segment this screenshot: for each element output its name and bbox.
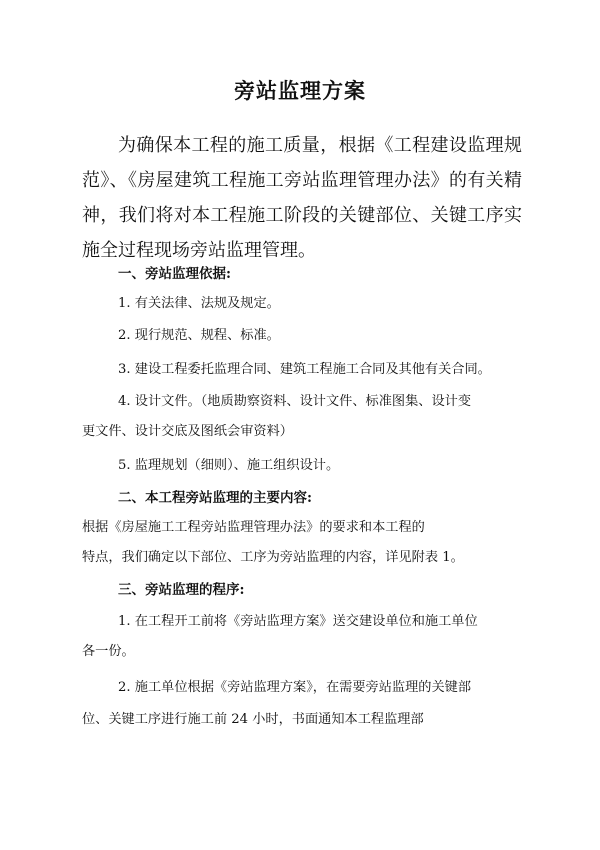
section1-heading: 一、旁站监理依据: (118, 266, 231, 282)
section3-item-1-cont: 各一份。 (82, 644, 135, 659)
section1-item-3: 3. 建设工程委托监理合同、建筑工程施工合同及其他有关合同。 (118, 362, 491, 377)
section3-item-2-cont: 位、关键工序进行施工前 24 小时，书面通知本工程监理部 (82, 712, 424, 727)
section2-heading: 二、本工程旁站监理的主要内容: (118, 490, 312, 506)
section1-item-4: 4. 设计文件。（地质勘察资料、设计文件、标准图集、设计变 (118, 394, 472, 409)
section1-item-1: 1. 有关法律、法规及规定。 (118, 296, 280, 311)
section1-item-5: 5. 监理规划（细则）、施工组织设计。 (118, 458, 340, 473)
page-title: 旁站监理方案 (234, 78, 366, 103)
section1-item-4-cont: 更文件、设计交底及图纸会审资料） (82, 424, 293, 439)
section2-line-1: 根据《房屋施工工程旁站监理管理办法》的要求和本工程的 (82, 520, 425, 535)
intro-paragraph: 为确保本工程的施工质量，根据《工程建设监理规范》、《房屋建筑工程施工旁站监理管理办法》的有关精神，我们将对本工程施工阶段的关键部位、关键工序实施全过程现场旁站监理管理。 (82, 135, 522, 261)
section3-item-2: 2. 施工单位根据《旁站监理方案》，在需要旁站监理的关键部 (118, 680, 472, 695)
section3-heading: 三、旁站监理的程序: (118, 582, 245, 598)
section3-item-1: 1. 在工程开工前将《旁站监理方案》送交建设单位和施工单位 (118, 614, 478, 629)
section1-item-2: 2. 现行规范、规程、标准。 (118, 328, 280, 343)
section2-line-2: 特点，我们确定以下部位、工序为旁站监理的内容，详见附表 1。 (82, 550, 464, 565)
